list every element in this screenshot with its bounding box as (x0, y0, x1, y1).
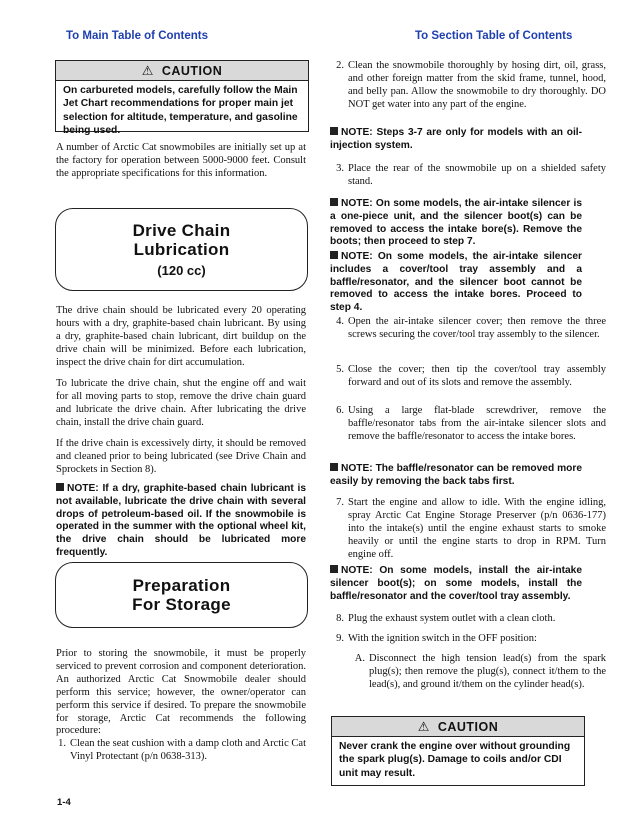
step-4 (324, 316, 606, 342)
step-number: 4. (336, 316, 344, 327)
warning-triangle-icon: ⚠ (141, 62, 154, 78)
section-title-line2: For Storage (132, 595, 231, 614)
note-one-piece-silencer (330, 198, 582, 249)
step-text: Place the rear of the snowmobile up on a shielded safety stand. (348, 163, 606, 187)
note-back-tabs (330, 463, 582, 489)
step-text: Clean the seat cushion with a damp cloth and Arctic Cat Vinyl Protectant (p/n 0638-313). (70, 738, 306, 762)
note-install-boots (330, 565, 582, 603)
drive-chain-paragraph-3: If the drive chain is excessively dirty, it should be removed and cleaned prior to being lubricated (see Drive Chain and Sprockets in Section 8). (56, 438, 306, 475)
step-number: 8. (336, 613, 344, 624)
step-text: Open the air-intake silencer cover; then remove the three screws securing the cover/tool tray assembly to the silencer. (348, 316, 606, 340)
caution-title: CAUTION (161, 63, 223, 78)
note-square-icon (330, 565, 338, 573)
step-number: 1. (58, 738, 66, 749)
step-text: Using a large flat-blade screwdriver, remove the baffle/resonator tabs from the air-intake silencer slots and remove the baffle/resonator to access the intake bores. (348, 405, 606, 442)
step-text: Plug the exhaust system outlet with a clean cloth. (348, 613, 556, 624)
step-number: 3. (336, 163, 344, 174)
warning-triangle-icon: ⚠ (417, 718, 430, 734)
section-subtitle: (120 cc) (157, 263, 206, 278)
storage-paragraph: Prior to storing the snowmobile, it must be properly serviced to prevent corrosion and component deterioration. An authorized Arctic Cat Snowmobile dealer should perform this service; however, the owner/operator can perform this service if desired. To prepare the snowmobile for storage, Arctic Cat recommends the following procedure: (56, 648, 306, 737)
section-heading-storage (55, 562, 308, 628)
section-toc-link[interactable]: To Section Table of Contents (415, 30, 573, 42)
main-toc-link[interactable]: To Main Table of Contents (66, 30, 209, 42)
section-title-line2: Lubrication (133, 240, 230, 259)
drive-chain-paragraph-2: To lubricate the drive chain, shut the engine off and wait for all moving parts to stop, remove the drive chain guard and lubricate the drive chain. After lubricating the drive chain, install the drive chain guard. (56, 378, 306, 428)
section-title-line1: Preparation (132, 576, 231, 595)
step-6 (324, 405, 606, 444)
note-square-icon (56, 483, 64, 491)
step-text: Clean the snowmobile thoroughly by hosing dirt, oil, grass, and other foreign matter from the skid frame, tunnel, hood, and belly pan. Allow the snowmobile to dry thoroughly. DO NOT get water into any part of the engine. (348, 60, 606, 110)
note-text: NOTE: On some models, the air-intake silencer is a one-piece unit, and the silencer boot(s) can be removed to access the intake bore(s). Remove the boots; then proceed to step 7. (330, 198, 582, 248)
step-text: Close the cover; then tip the cover/tool tray assembly forward and out of its slots and remove the assembly. (348, 364, 606, 388)
step-number: 9. (336, 633, 344, 644)
section-heading-drive-chain (55, 208, 308, 291)
note-text: NOTE: On some models, the air-intake silencer includes a cover/tool tray assembly and a baffle/resonator, and the silencer boot cannot be removed to access the intake bores. Proceed to step 4. (330, 251, 582, 314)
step-number: 5. (336, 364, 344, 375)
drive-chain-paragraph-1: The drive chain should be lubricated every 20 operating hours with a dry, graphite-based chain lubricant. By using a dry, graphite-based chain lubricant, dirt buildup on the drive chain will be minimized. Before each lubrication, inspect the drive chain for dirt accumulation. (56, 305, 306, 368)
step-1 (46, 738, 306, 764)
drive-chain-note (56, 483, 306, 560)
note-text: NOTE: The baffle/resonator can be removed more easily by removing the back tabs first. (330, 463, 582, 487)
step-number: 6. (336, 405, 344, 416)
page-number: 1-4 (57, 797, 71, 808)
step-7 (324, 497, 606, 562)
step-text: Start the engine and allow to idle. With the engine idling, spray Arctic Cat Engine Storage Preserver (p/n 0636-177) into the intake(s) until the engine exhaust starts to smoke heavily or until the engine starts to drop in RPM. Turn engine off. (348, 497, 606, 560)
step-number: 2. (336, 60, 344, 71)
section-title-line1: Drive Chain (132, 221, 231, 240)
note-cover-tool-tray (330, 251, 582, 315)
caution-header (332, 717, 584, 737)
note-square-icon (330, 251, 338, 259)
note-square-icon (330, 463, 338, 471)
step-text: Disconnect the high tension lead(s) from the spark plug(s); then remove the plug(s), connect it/them to the lead(s), and ground it/them on the cylinder head(s). (369, 653, 606, 690)
step-8 (324, 613, 606, 626)
step-text: With the ignition switch in the OFF position: (348, 633, 537, 644)
step-5 (324, 364, 606, 390)
note-square-icon (330, 127, 338, 135)
caution-box-spark-plug (331, 716, 585, 786)
note-square-icon (330, 198, 338, 206)
intro-paragraph: A number of Arctic Cat snowmobiles are initially set up at the factory for operation between 5000-9000 feet. Consult the appropriate specifications for this information. (56, 142, 306, 179)
step-number: A. (354, 653, 365, 664)
caution-title: CAUTION (437, 719, 499, 734)
step-number: 7. (336, 497, 344, 508)
step-2 (324, 60, 606, 112)
caution-text: Never crank the engine over without grounding the spark plug(s). Damage to coils and/or CDI unit may result. (339, 741, 571, 779)
step-9 (324, 633, 606, 646)
note-text: NOTE: Steps 3-7 are only for models with an oil-injection system. (330, 127, 582, 151)
caution-box-carburetor (55, 60, 309, 137)
caution-text: On carbureted models, carefully follow the Main Jet Chart recommendations for proper main jet selection for altitude, temperature, and gasoline being used. (63, 85, 298, 137)
note-text: NOTE: If a dry, graphite-based chain lubricant is not available, lubricate the drive chain with several drops of petroleum-based oil. If the snowmobile is operated in the summer with the optional wheel kit, the drive chain should be lubricated more frequently. (56, 483, 306, 558)
note-text: NOTE: On some models, install the air-intake silencer boot(s); on some models, install the baffle/resonator and the cover/tool tray assembly. (330, 565, 582, 602)
step-3 (324, 163, 606, 189)
step-9a (345, 653, 606, 692)
caution-header (56, 61, 308, 81)
note-oil-injection (330, 127, 582, 153)
